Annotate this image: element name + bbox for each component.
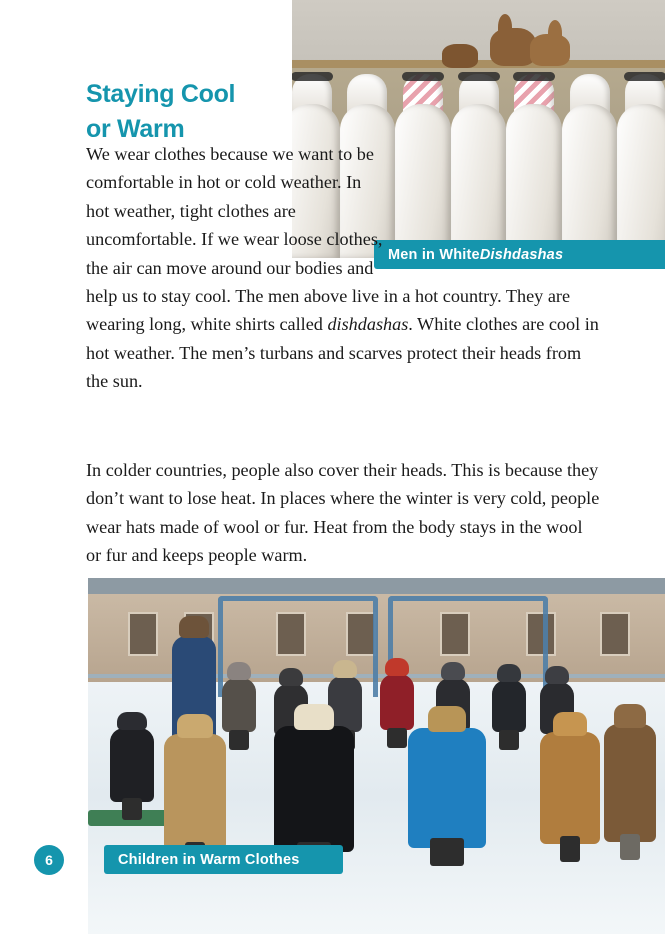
child-hat	[497, 664, 521, 682]
body-paragraph-1	[86, 140, 602, 396]
paragraph-1-italic-term: dishdashas	[327, 314, 409, 335]
photo-sky	[292, 0, 665, 64]
child-hat	[279, 668, 303, 686]
page-number-badge	[34, 845, 64, 875]
child-legs	[620, 834, 640, 860]
child-legs	[122, 798, 142, 820]
child-hat	[385, 658, 409, 676]
child-figure	[222, 678, 256, 732]
child-legs	[499, 730, 519, 750]
man-figure	[615, 58, 665, 258]
child-hat	[553, 712, 587, 736]
child-legs	[560, 836, 580, 862]
caption-text: Children in Warm Clothes	[118, 851, 300, 868]
camel-head-shape	[548, 20, 562, 46]
child-hat	[428, 706, 466, 732]
child-legs	[229, 730, 249, 750]
man-head-cord	[458, 72, 500, 81]
man-head-cord	[402, 72, 444, 81]
page-title-line-2: or Warm	[86, 115, 185, 144]
child-figure	[408, 728, 486, 848]
photo-roofline	[88, 578, 665, 594]
man-head-cord	[624, 72, 665, 81]
child-figure	[604, 724, 656, 842]
child-figure	[274, 726, 354, 852]
building-window	[128, 612, 158, 656]
paragraph-1-text-part-1: We wear clothes because we want to be comfortable in hot or cold weather. In hot weather, tight clothes are uncomfortable. If we wear loose clothes, the air can move around our bodies and help us to stay cool. The men above live in a hot country. They are wearing long, white shirts called	[86, 144, 571, 335]
building-window	[600, 612, 630, 656]
child-figure	[164, 734, 226, 850]
page-number-text: 6	[45, 852, 53, 868]
caption-children-in-warm-clothes	[104, 845, 343, 874]
adult-hat	[179, 616, 209, 638]
child-hat	[294, 704, 334, 730]
child-figure	[380, 674, 414, 730]
photo-children-in-warm-clothes	[88, 578, 665, 934]
child-figure	[540, 732, 600, 844]
child-hat	[333, 660, 357, 678]
paragraph-1-text-part-2: . White clothes are cool in hot weather. The men’s turbans and scarves protect their heads from the sun.	[86, 314, 599, 392]
child-hat	[227, 662, 251, 680]
child-hat	[441, 662, 465, 680]
man-robe	[617, 104, 665, 258]
caption-text-italic: Dishdashas	[479, 246, 564, 263]
child-legs	[387, 728, 407, 748]
child-hat	[177, 714, 213, 738]
child-legs	[430, 838, 464, 866]
child-figure	[110, 728, 154, 802]
man-head-cord	[292, 72, 333, 81]
paragraph-2-text: In colder countries, people also cover their heads. This is because they don’t want to lose heat. In places where the winter is very cold, people wear hats made of wool or fur. Heat from the body stays in the wool or fur and keeps people warm.	[86, 460, 600, 566]
camel-head-shape	[498, 14, 512, 40]
page-title	[86, 77, 276, 148]
child-hat	[117, 712, 147, 730]
caption-text-roman: Men in White	[388, 246, 480, 263]
child-figure	[492, 680, 526, 732]
child-hat	[545, 666, 569, 684]
child-hat	[614, 704, 646, 728]
text-wrap-spacer	[386, 140, 602, 262]
man-head-cord	[513, 72, 555, 81]
page-title-line-1: Staying Cool	[86, 79, 236, 108]
body-paragraph-2	[86, 456, 602, 570]
